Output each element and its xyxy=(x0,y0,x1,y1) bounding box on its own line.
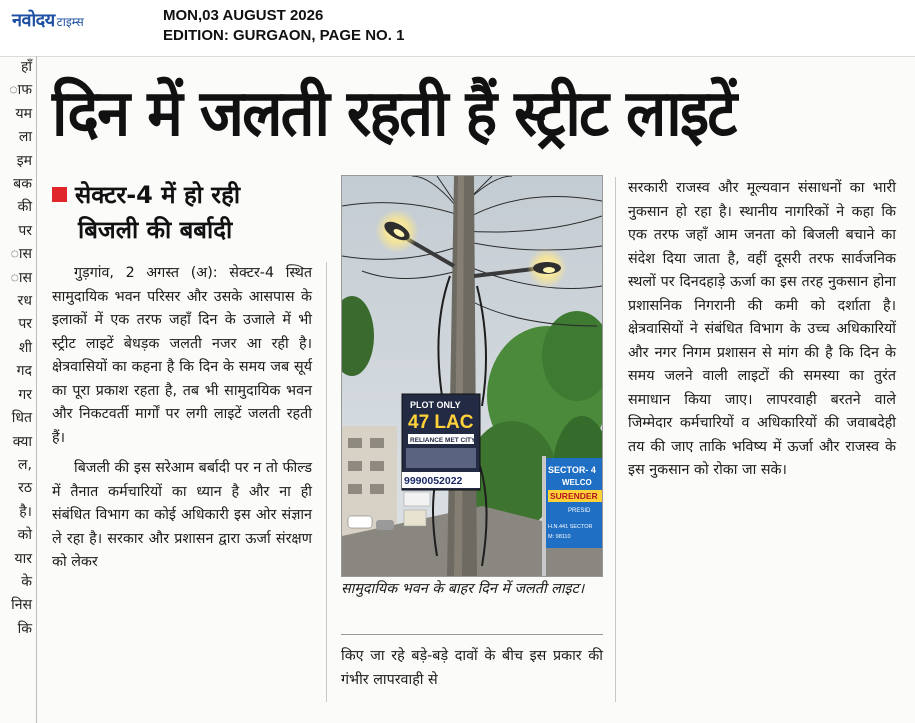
fragment-line: गद xyxy=(16,363,32,380)
fragment-line: रठ xyxy=(18,480,32,497)
fragment-line: बक xyxy=(13,176,32,193)
article-column-1 xyxy=(52,262,312,575)
board-address: H.N.441 SECTOR xyxy=(548,524,593,530)
article-column-2-text: किए जा रहे बड़े-बड़े दावों के बीच इस प्रकार की गंभीर लापरवाही से xyxy=(341,648,603,688)
board-mobile: M: 98110 xyxy=(548,534,571,540)
masthead xyxy=(0,0,915,57)
news-photo xyxy=(341,175,603,577)
photo-caption: सामुदायिक भवन के बाहर दिन में जलती लाइट। xyxy=(341,581,585,597)
fragment-line: रध xyxy=(17,293,32,310)
article-column-3 xyxy=(628,177,896,483)
newspaper-logo xyxy=(12,8,84,32)
column-rule xyxy=(326,262,327,702)
fragment-line: धित xyxy=(11,410,32,427)
headline: दिन में जलती रहती हैं स्ट्रीट लाइटें xyxy=(52,77,736,151)
subhead-line-1: सेक्टर-4 में हो रही xyxy=(75,181,241,209)
fragment-line: निस xyxy=(11,597,32,614)
fragment-line: पर xyxy=(18,316,32,333)
sign-phone: 9990052022 xyxy=(404,475,463,487)
fragment-line: यम xyxy=(15,105,32,122)
edition-info: EDITION: GURGAON, PAGE NO. 1 xyxy=(163,27,405,44)
dateline xyxy=(163,6,404,46)
article-paragraph-2: बिजली की इस सरेआम बर्बादी पर न तो फील्ड में तैनात कर्मचारियों का ध्यान है और ना ही संबंधित विभाग का कोई अधिकारी इस ओर संज्ञान ले रहा है। सरकार और प्रशासन द्वारा ऊर्जा संरक्षण को लेकर xyxy=(52,460,312,570)
fragment-line: यार xyxy=(14,550,32,567)
red-bullet-icon xyxy=(52,187,67,202)
logo-sub-text: टाइम्स xyxy=(56,15,84,29)
board-name: SURENDER xyxy=(550,491,598,501)
sign-price: 47 LAC xyxy=(408,412,474,433)
fragment-line: ाफ xyxy=(9,82,32,99)
fragment-line: की xyxy=(17,199,32,216)
fragment-line: शी xyxy=(18,339,32,356)
caption-divider xyxy=(341,634,603,635)
article-column-2 xyxy=(341,645,603,692)
fragment-line: के xyxy=(21,573,32,590)
subheadline xyxy=(52,178,332,248)
fragment-line: ला xyxy=(18,129,32,146)
article-paragraph-1: गुड़गांव, 2 अगस्त (अ): सेक्टर-4 स्थित सामुदायिक भवन परिसर और उसके आसपास के इलाकों में एक तरफ जहाँ दिन के उजाले में भी स्ट्रीट लाइटें बेधड़क जलती नजर आ रही है। क्षेत्रवासियों का कहना है कि दिन के समय जब सूर्य का पूरा प्रकाश रहता है, तब भी सामुदायिक भवन और निकटवर्ती मार्गों पर लगी लाइटें जलती रहती हैं। xyxy=(52,265,312,446)
fragment-line: को xyxy=(17,527,32,544)
sign-plot-only: PLOT ONLY xyxy=(410,400,461,410)
fragment-line: ास xyxy=(10,246,32,263)
realestate-sign xyxy=(402,394,480,490)
logo-main-text: नवोदय xyxy=(12,10,55,31)
issue-date: MON,03 AUGUST 2026 xyxy=(163,7,324,24)
fragment-line: क्या xyxy=(12,433,32,450)
fragment-line: इम xyxy=(16,152,32,169)
fragment-line: ास xyxy=(10,269,32,286)
fragment-line: कि xyxy=(17,620,32,637)
column-rule xyxy=(615,177,616,702)
board-welcome: WELCO xyxy=(562,478,592,487)
article-column-3-text: सरकारी राजस्व और मूल्यवान संसाधनों का भारी नुकसान हो रहा है। स्थानीय नागरिकों ने कहा कि एक तरफ जहाँ आम जनता को बिजली बचाने का संदेश दिया जाता है, वहीं दूसरी तरफ सार्वजनिक स्थलों पर दिनदहाड़े ऊर्जा का इस तरह नुकसान होना प्रशासनिक निगरानी की कमी को दर्शाता है। क्षेत्रवासियों ने संबंधित विभाग के उच्च अधिकारियों और नगर निगम प्रशासन से मांग की है कि दिन के समय जलने वाली लाइटों की समस्या का तुरंत समाधान किया जाए। लापरवाही बरतने वाले जिम्मेदार कर्मचारियों व अधिकारियों की जवाबदेही तय की जाए ताकि भविष्य में ऊर्जा और राजस्व के इस नुकसान को रोका जा सके। xyxy=(628,180,896,478)
fragment-line: गर xyxy=(18,386,32,403)
fragment-line: ल, xyxy=(18,456,32,473)
sign-brand: RELIANCE MET CITY xyxy=(410,437,476,444)
subhead-line-2: बिजली की बर्बादी xyxy=(78,216,233,244)
fragment-line: पर xyxy=(18,222,32,239)
fragment-line: हाँ xyxy=(20,59,32,75)
adjacent-article-fragment xyxy=(0,56,37,723)
board-sector: SECTOR- 4 xyxy=(548,465,596,475)
board-president: PRESID xyxy=(568,508,591,514)
fragment-line: है। xyxy=(19,503,32,520)
